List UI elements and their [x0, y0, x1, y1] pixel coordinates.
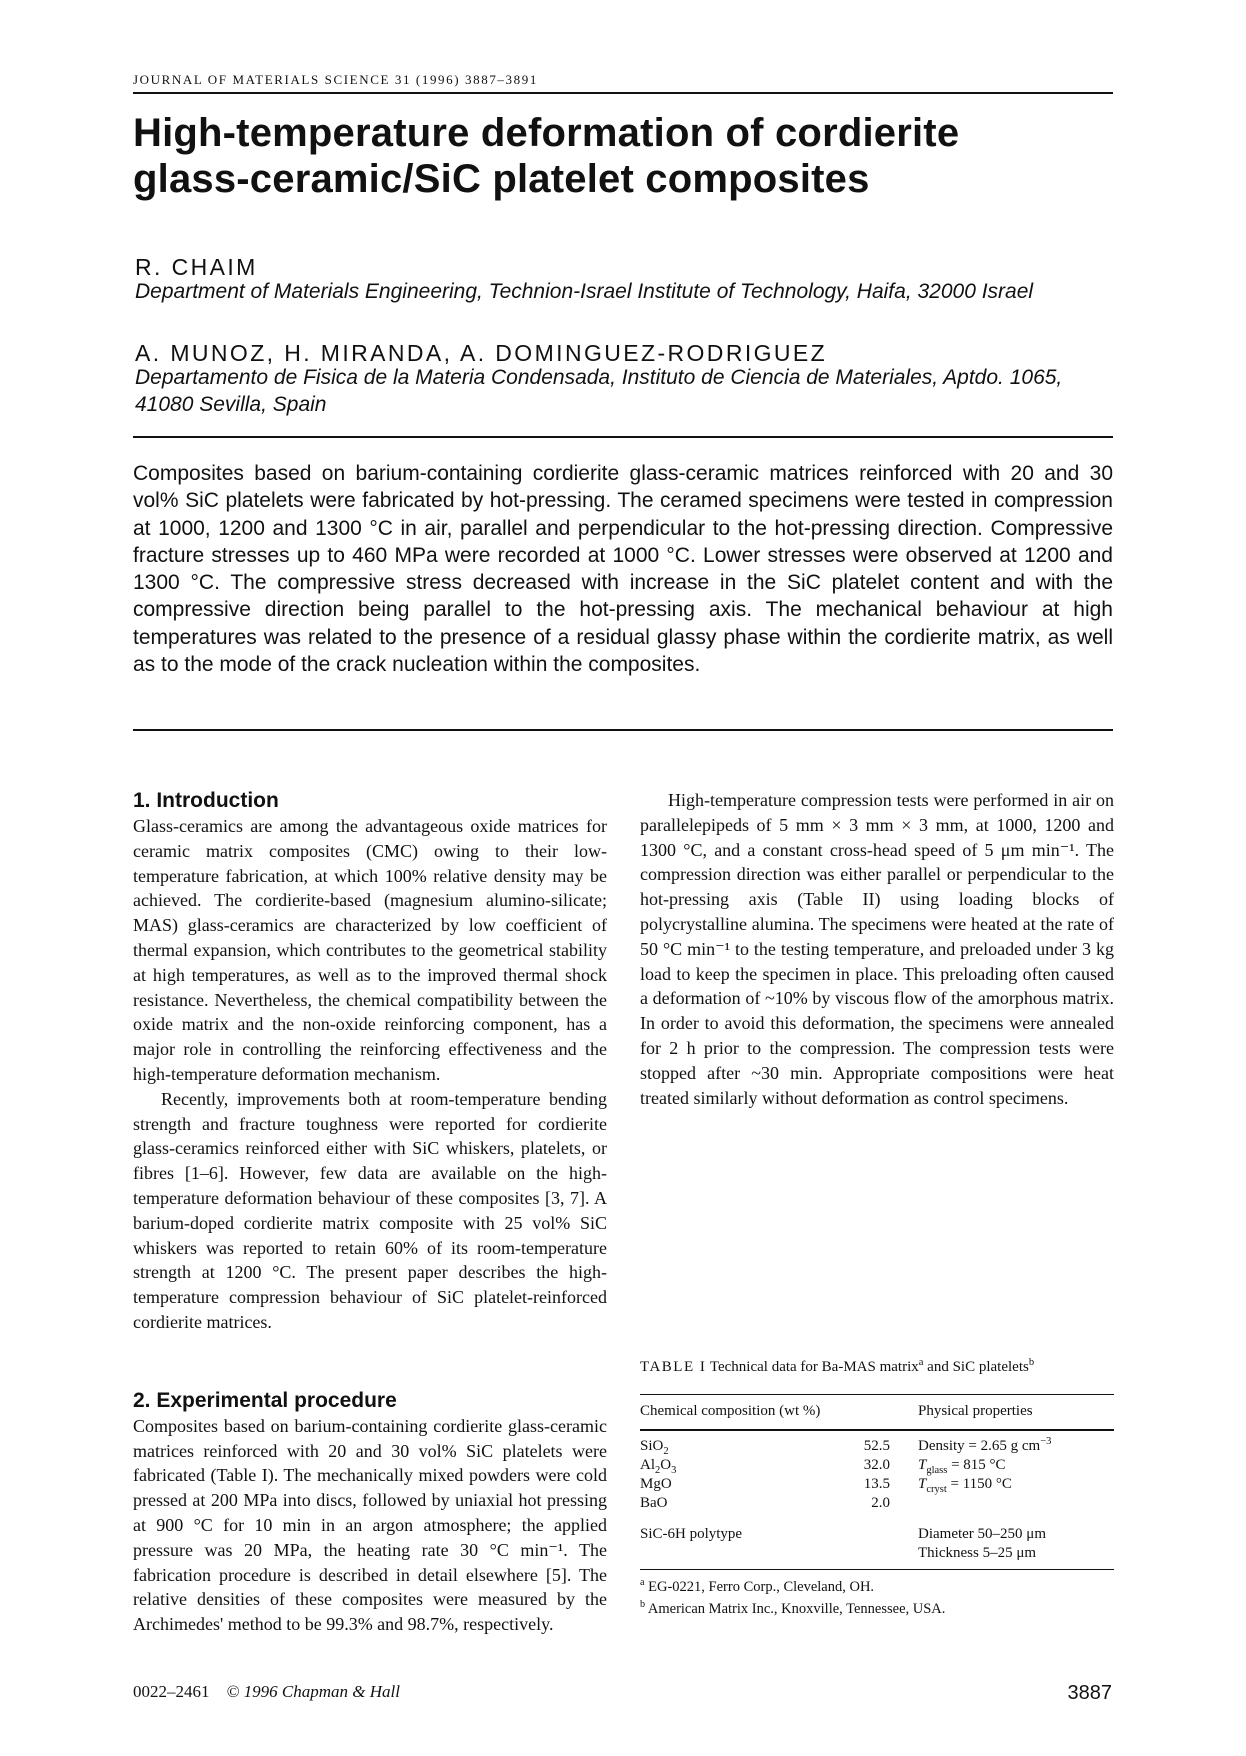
authors-1: R. CHAIM	[135, 254, 258, 280]
table-1-bottom-rule	[640, 1569, 1114, 1570]
table-1-caption-text-1: Technical data for Ba-MAS matrix	[709, 1359, 919, 1375]
table-cell-property: Density = 2.65 g $cm^{-3}$	[918, 1435, 1052, 1454]
section-1-heading: 1. Introduction	[133, 789, 279, 812]
table-row	[640, 1525, 1114, 1544]
table-cell-value: 52.5	[863, 1437, 890, 1454]
section-2-paragraph-1: Composites based on barium-containing cordierite glass-ceramic matrices reinforced with 20 and 30 vol% SiC platelets were fabricated (Table I). The mechanically mixed powders were cold pressed at 200 MPa into discs, followed by uniaxial hot pressing at 900 °C for 10 min in an argon atmosphere; the applied pressure was 20 MPa, the heating rate 30 °C min⁻¹. The fabrication procedure is described in detail elsewhere [5]. The relative densities of these composites were measured by the Archimedes' method to be 99.3% and 98.7%, respectively.	[133, 1415, 607, 1635]
footer-copyright: © 1996 Chapman & Hall	[226, 1682, 400, 1701]
table-1-header-properties: Physical properties	[918, 1403, 1033, 1420]
table-1	[640, 1357, 1114, 1620]
table-1-header-row	[640, 1395, 1114, 1429]
affiliation-1: Department of Materials Engineering, Technion-Israel Institute of Technology, Haifa, 32000 Israel	[135, 280, 1034, 303]
table-cell-value: 13.5	[863, 1475, 890, 1492]
table-1-note-a	[640, 1576, 1114, 1598]
table-row	[640, 1475, 1114, 1494]
table-1-note-b	[640, 1598, 1114, 1620]
note-a-text: EG-0221, Ferro Corp., Cleveland, OH.	[648, 1578, 875, 1595]
header-rule	[133, 92, 1113, 94]
table-cell-value: 2.0	[871, 1494, 890, 1511]
table-cell-name: SiO$_2$	[640, 1437, 669, 1457]
section-1-paragraph-1: Glass-ceramics are among the advantageous oxide matrices for ceramic matrix composites (CMC) owing to their low-temperature fabrication, at which 100% relative density may be achieved. The cordierite-based (magnesium alumino-silicate; MAS) glass-ceramics are characterized by low coefficient of thermal expansion, which contributes to the geometrical stability at high temperatures, as well as to the improved thermal shock resistance. Nevertheless, the chemical compatibility between the oxide matrix and the non-oxide reinforcing component, has a major role in controlling the reinforcing effectiveness and the high-temperature deformation mechanism.	[133, 816, 607, 1084]
table-1-header-composition: Chemical composition (wt %)	[640, 1403, 821, 1420]
title-line-2: glass-ceramic/SiC platelet composites	[133, 157, 870, 201]
table-cell-property: Diameter 50–250 μm	[918, 1525, 1047, 1542]
table-cell-name: MgO	[640, 1475, 672, 1492]
table-cell-value: 32.0	[863, 1456, 890, 1473]
table-1-caption-marker-a: a	[918, 1357, 924, 1368]
table-1-caption-text-2: and SiC platelets	[923, 1359, 1029, 1375]
table-row	[640, 1437, 1114, 1456]
abstract: Composites based on barium-containing cordierite glass-ceramic matrices reinforced with 20 and 30 vol% SiC platelets were fabricated by hot-pressing. The ceramed specimens were tested in compression at 1000, 1200 and 1300 °C in air, parallel and perpendicular to the hot-pressing direction. Compressive fracture stresses up to 460 MPa were recorded at 1000 °C. Lower stresses were observed at 1200 and 1300 °C. The compressive stress decreased with increase in the SiC platelet content and with the compressive direction being parallel to the hot-pressing axis. The mechanical behaviour at high temperatures was related to the presence of a residual glassy phase within the cordierite matrix, as well as to the mode of the crack nucleation within the composites.	[133, 462, 1113, 677]
note-b-marker: b	[640, 1599, 646, 1611]
left-column	[133, 788, 607, 1637]
note-a-marker: a	[640, 1577, 645, 1589]
abstract-top-rule	[133, 436, 1113, 438]
journal-header: JOURNAL OF MATERIALS SCIENCE 31 (1996) 3887–3891	[133, 72, 538, 87]
table-row	[640, 1456, 1114, 1475]
section-2-heading: 2. Experimental procedure	[133, 1388, 397, 1412]
table-row	[640, 1544, 1114, 1563]
table-cell-property: $T_{glass} = 815$ °C	[918, 1456, 1006, 1476]
table-1-label: TABLE I	[640, 1359, 707, 1375]
right-column	[640, 788, 1114, 1110]
footer-issn: 0022–2461	[133, 1682, 210, 1701]
table-cell-property: $T_{cryst} = 1150$ °C	[918, 1475, 1012, 1495]
table-cell-property: Thickness 5–25 μm	[918, 1544, 1037, 1561]
table-cell-property	[918, 1494, 1114, 1513]
affiliation-2: Departamento de Fisica de la Materia Condensada, Instituto de Ciencia de Materiales, Aptdo. 1065, 41080 Sevilla, Spain	[135, 366, 1063, 416]
table-cell-name: BaO	[640, 1494, 668, 1511]
table-row	[640, 1494, 1114, 1513]
title-line-1: High-temperature deformation of cordierite	[133, 111, 960, 155]
section-1-paragraph-2: Recently, improvements both at room-temperature bending strength and fracture toughness were reported for cordierite glass-ceramics reinforced either with SiC whiskers, platelets, or fibres [1–6]. However, few data are available on the high-temperature deformation behaviour of these composites [3, 7]. A barium-doped cordierite matrix composite with 25 vol% SiC whiskers was reported to retain 60% of its room-temperature strength at 1200 °C. The present paper describes the high-temperature compression behaviour of SiC platelet-reinforced cordierite matrices.	[133, 1088, 607, 1332]
note-b-text: American Matrix Inc., Knoxville, Tennessee, USA.	[647, 1600, 946, 1617]
abstract-bottom-rule	[133, 729, 1113, 731]
table-1-notes	[640, 1576, 1114, 1620]
table-1-caption-marker-b: b	[1028, 1357, 1035, 1368]
page-number: 3887	[1067, 1682, 1112, 1704]
footer-left	[133, 1682, 400, 1702]
authors-2: A. MUNOZ, H. MIRANDA, A. DOMINGUEZ-RODRIGUEZ	[135, 340, 828, 366]
section-2-paragraph-2: High-temperature compression tests were performed in air on parallelepipeds of 5 mm × 3 mm × 3 mm, at 1000, 1200 and 1300 °C, and a constant cross-head speed of 5 μm min⁻¹. The compression direction was either parallel or perpendicular to the hot-pressing axis (Table II) using loading blocks of polycrystalline alumina. The specimens were heated at the rate of 50 °C min⁻¹ to the testing temperature, and preloaded under 3 kg load to keep the specimen in place. This preloading often caused a deformation of ~10% by viscous flow of the amorphous matrix. In order to avoid this deformation, the specimens were annealed for 2 h prior to the compression. The compression tests were stopped after ~30 min. Appropriate compositions were heat treated similarly without deformation as control specimens.	[640, 790, 1114, 1108]
table-cell-name: SiC-6H polytype	[640, 1525, 743, 1542]
table-1-grid	[640, 1395, 1114, 1568]
paper-title	[133, 110, 1113, 202]
table-cell-name: $Al_2O_3$	[640, 1456, 677, 1476]
table-1-caption	[640, 1357, 1114, 1377]
